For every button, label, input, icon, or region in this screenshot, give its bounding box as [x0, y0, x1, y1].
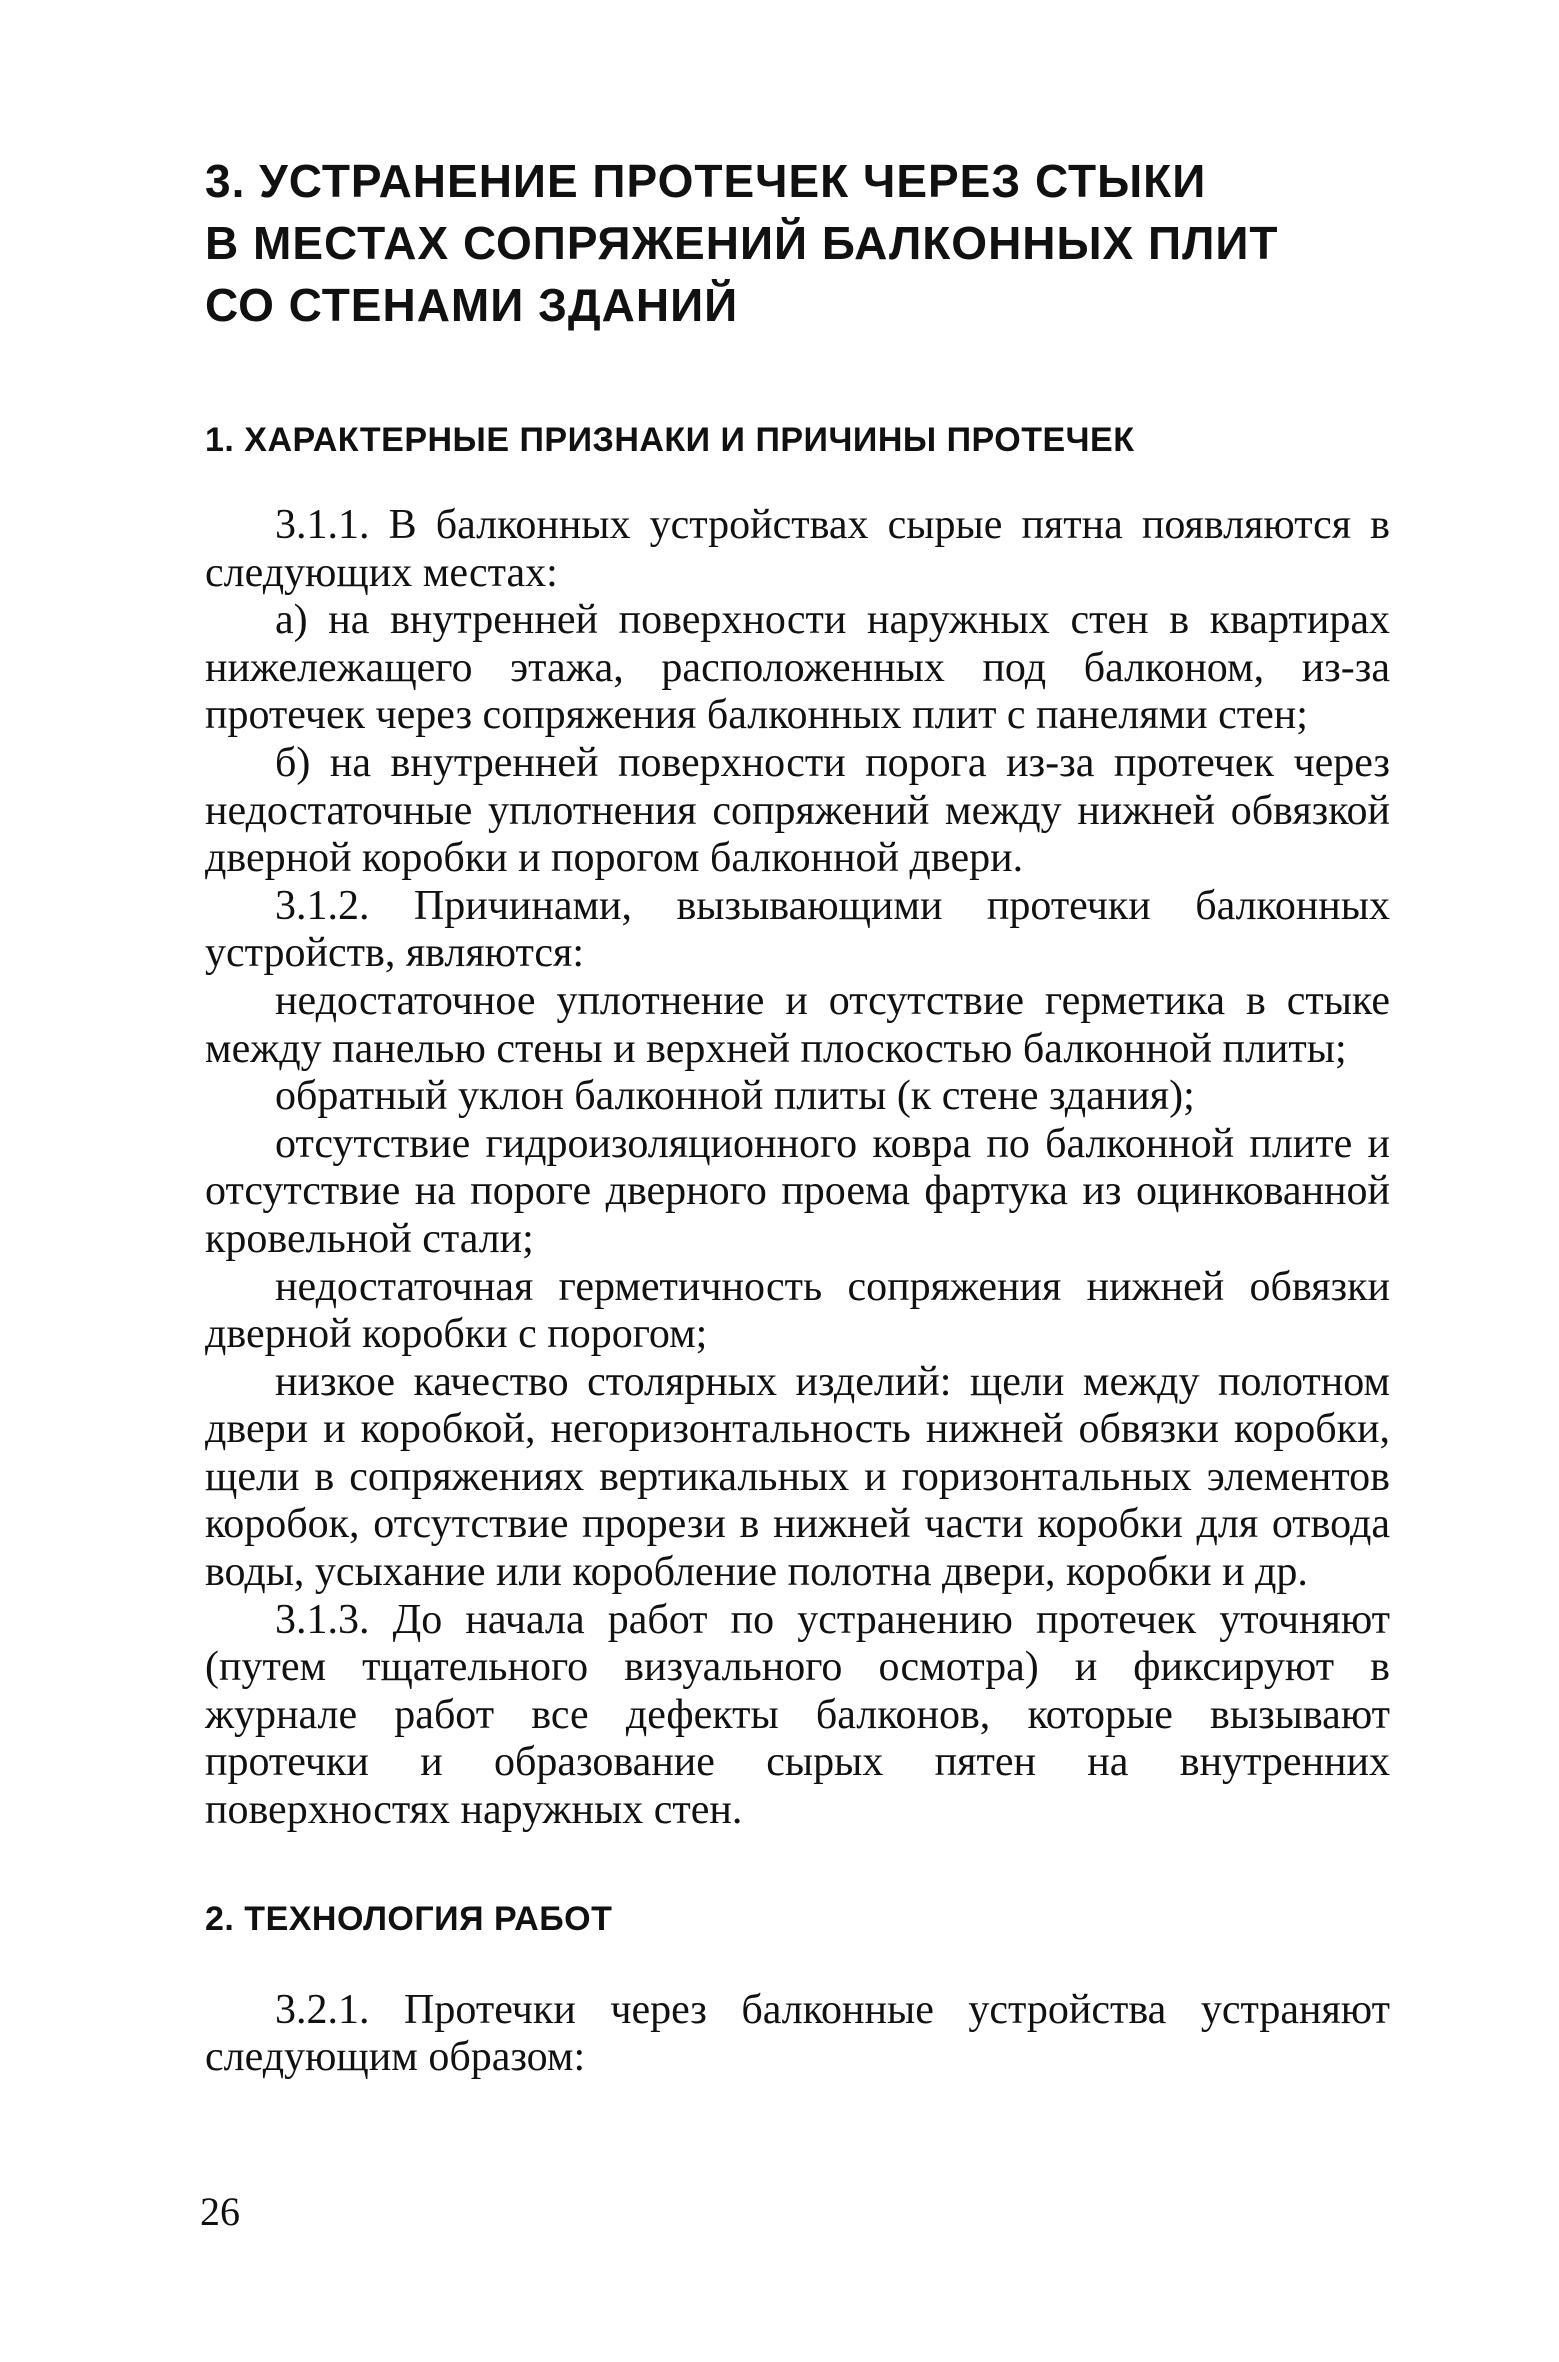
paragraph-3-1-2: 3.1.2. Причинами, вызывающими протечки балконных устройств, являются: — [205, 882, 1390, 977]
paragraph-item-a: а) на внутренней поверхности наружных стен в квартирах нижележащего этажа, расположенных под балконом, из-за протечек через сопряжения балконных плит с панелями стен; — [205, 597, 1390, 739]
paragraph-cause-3: отсутствие гидроизоляционного ковра по балконной плите и отсутствие на пороге дверного проема фартука из оцинкованной кровельной стали; — [205, 1120, 1390, 1262]
section-1-body — [205, 502, 1390, 1835]
paragraph-item-b: б) на внутренней поверхности порога из-за протечек через недостаточные уплотнения сопряжений между нижней обвязкой дверной коробки и порогом балконной двери. — [205, 739, 1390, 882]
chapter-title-line: 3. УСТРАНЕНИЕ ПРОТЕЧЕК ЧЕРЕЗ СТЫКИ — [205, 155, 1207, 207]
chapter-title — [205, 150, 1390, 336]
document-page — [205, 150, 1390, 2082]
paragraph-3-1-3: 3.1.3. До начала работ по устранению протечек уточняют (путем тщательного визуального осмотра) и фиксируют в журнале работ все дефекты балконов, которые вызывают протечки и образование сырых пятен на внутренних поверхностях наружных стен. — [205, 1596, 1390, 1834]
section-heading-2: 2. ТЕХНОЛОГИЯ РАБОТ — [205, 1899, 613, 1938]
paragraph-3-2-1: 3.2.1. Протечки через балконные устройства устраняют следующим образом: — [205, 1986, 1390, 2081]
paragraph-3-1-1: 3.1.1. В балконных устройствах сырые пятна появляются в следующих местах: — [205, 502, 1390, 596]
paragraph-cause-4: недостаточная герметичность сопряжения нижней обвязки дверной коробки с порогом; — [205, 1263, 1390, 1358]
page-number: 26 — [200, 2189, 240, 2234]
section-2-body — [205, 1987, 1390, 2082]
paragraph-cause-2: обратный уклон балконной плиты (к стене здания); — [275, 1073, 1195, 1120]
section-heading-1: 1. ХАРАКТЕРНЫЕ ПРИЗНАКИ И ПРИЧИНЫ ПРОТЕЧЕК — [205, 421, 1135, 459]
chapter-title-line: В МЕСТАХ СОПРЯЖЕНИЙ БАЛКОННЫХ ПЛИТ — [205, 217, 1279, 269]
chapter-title-line: СО СТЕНАМИ ЗДАНИЙ — [205, 279, 739, 331]
paragraph-cause-5: низкое качество столярных изделий: щели между полотном двери и коробкой, негоризонтальность нижней обвязки коробки, щели в сопряжениях вертикальных и горизонтальных элементов коробок, отсутствие прорези в нижней части коробки для отвода воды, усыхание или коробление полотна двери, коробки и др. — [205, 1358, 1390, 1596]
paragraph-cause-1: недостаточное уплотнение и отсутствие герметика в стыке между панелью стены и верхней плоскостью балконной плиты; — [205, 977, 1390, 1072]
